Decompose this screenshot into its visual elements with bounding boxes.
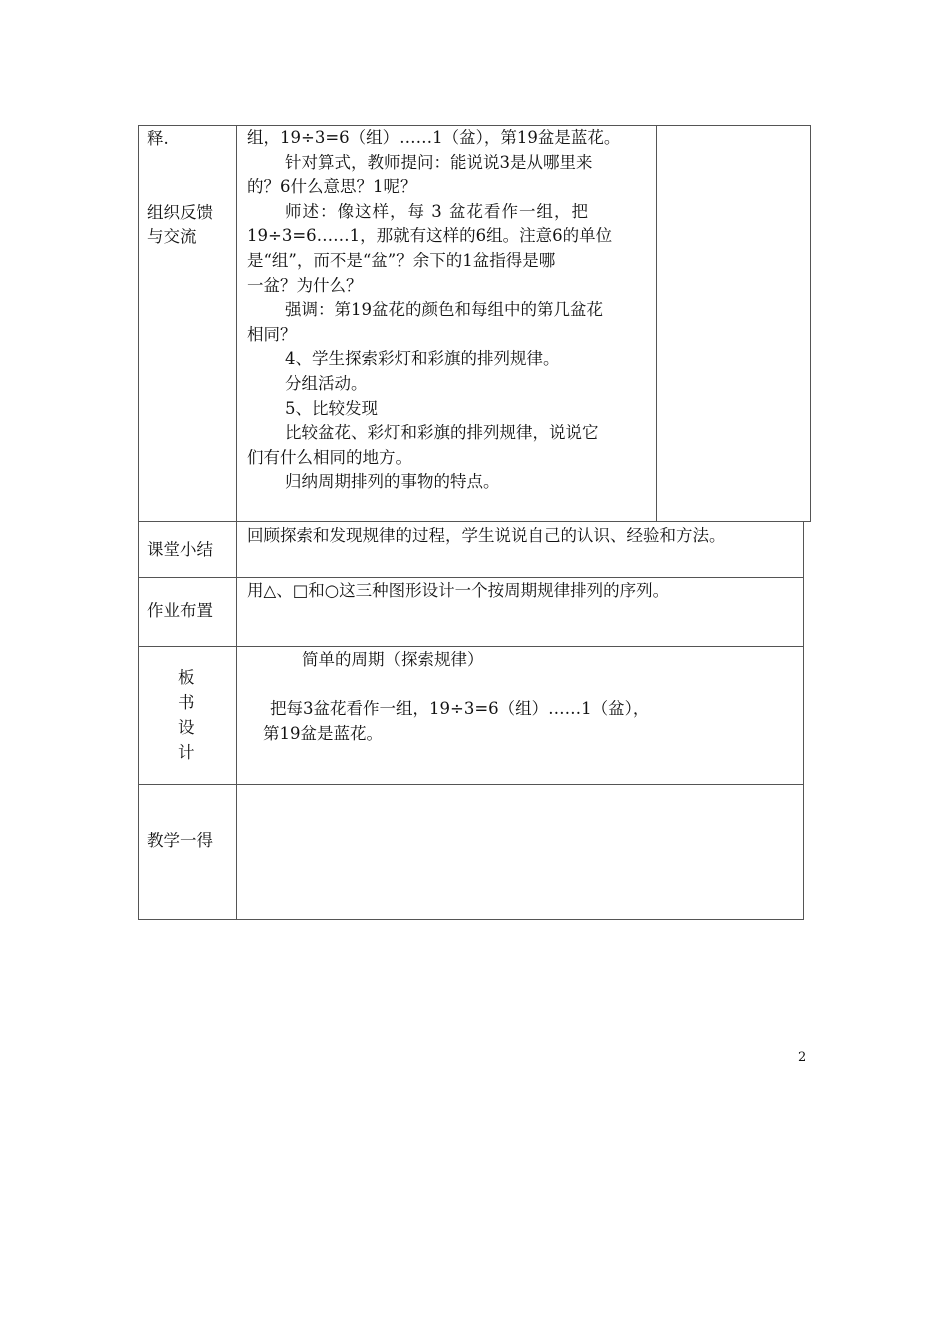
border-notes-divider [656, 125, 657, 521]
content-line: 师述：像这样，每 3 盆花看作一组，把 [285, 201, 589, 221]
board-label-char: 书 [178, 693, 195, 712]
section1-label-line1: 组织反馈 [147, 203, 213, 222]
summary-label: 课堂小结 [147, 540, 213, 559]
section1-label-line2: 与交流 [147, 227, 197, 246]
board-label-char: 设 [178, 718, 195, 737]
border-left [138, 125, 139, 920]
border-right-section1 [810, 125, 811, 522]
border-board-bottom [138, 784, 804, 785]
content-line: 相同？ [247, 324, 297, 344]
content-line: 5、比较发现 [285, 398, 378, 418]
border-label-divider [236, 125, 237, 920]
content-line: 4、学生探索彩灯和彩旗的排列规律。 [285, 349, 560, 369]
section1-label-top: 释. [147, 129, 169, 148]
content-line: 19÷3=6……1，那就有这样的6组。注意6的单位 [247, 226, 613, 246]
border-homework-bottom [138, 646, 804, 647]
content-line: 一盆？为什么？ [247, 275, 363, 295]
homework-content: 用△、□和○这三种图形设计一个按周期规律排列的序列。 [247, 581, 670, 600]
border-section1-bottom [138, 521, 811, 522]
content-line: 比较盆花、彩灯和彩旗的排列规律，说说它 [285, 423, 599, 443]
board-label-char: 板 [178, 668, 195, 687]
content-line: 组，19÷3=6（组）……1（盆），第19盆是蓝花。 [247, 128, 621, 147]
content-line: 们有什么相同的地方。 [247, 447, 412, 467]
content-line: 针对算式，教师提问：能说说3是从哪里来 [285, 152, 593, 172]
board-line2: 第19盆是蓝花。 [263, 724, 383, 743]
content-line: 分组活动。 [285, 374, 368, 393]
border-summary-bottom [138, 577, 804, 578]
border-right-lower [803, 521, 804, 920]
summary-content: 回顾探索和发现规律的过程，学生说说自己的认识、经验和方法。 [247, 526, 726, 545]
content-line: 是“组”，而不是“盆”？余下的1盆指得是哪 [247, 251, 556, 270]
reflection-label: 教学一得 [147, 831, 213, 850]
content-line: 强调：第19盆花的颜色和每组中的第几盆花 [285, 300, 603, 320]
page-number: 2 [798, 1050, 807, 1065]
board-label-char: 计 [178, 743, 195, 762]
content-line: 归纳周期排列的事物的特点。 [285, 472, 500, 492]
homework-label: 作业布置 [147, 601, 213, 620]
content-line: 的？6什么意思？1呢？ [247, 177, 417, 197]
board-title: 简单的周期（探索规律） [302, 650, 484, 669]
board-line1: 把每3盆花看作一组，19÷3=6（组）……1（盆）， [270, 699, 650, 718]
border-bottom [138, 919, 804, 920]
